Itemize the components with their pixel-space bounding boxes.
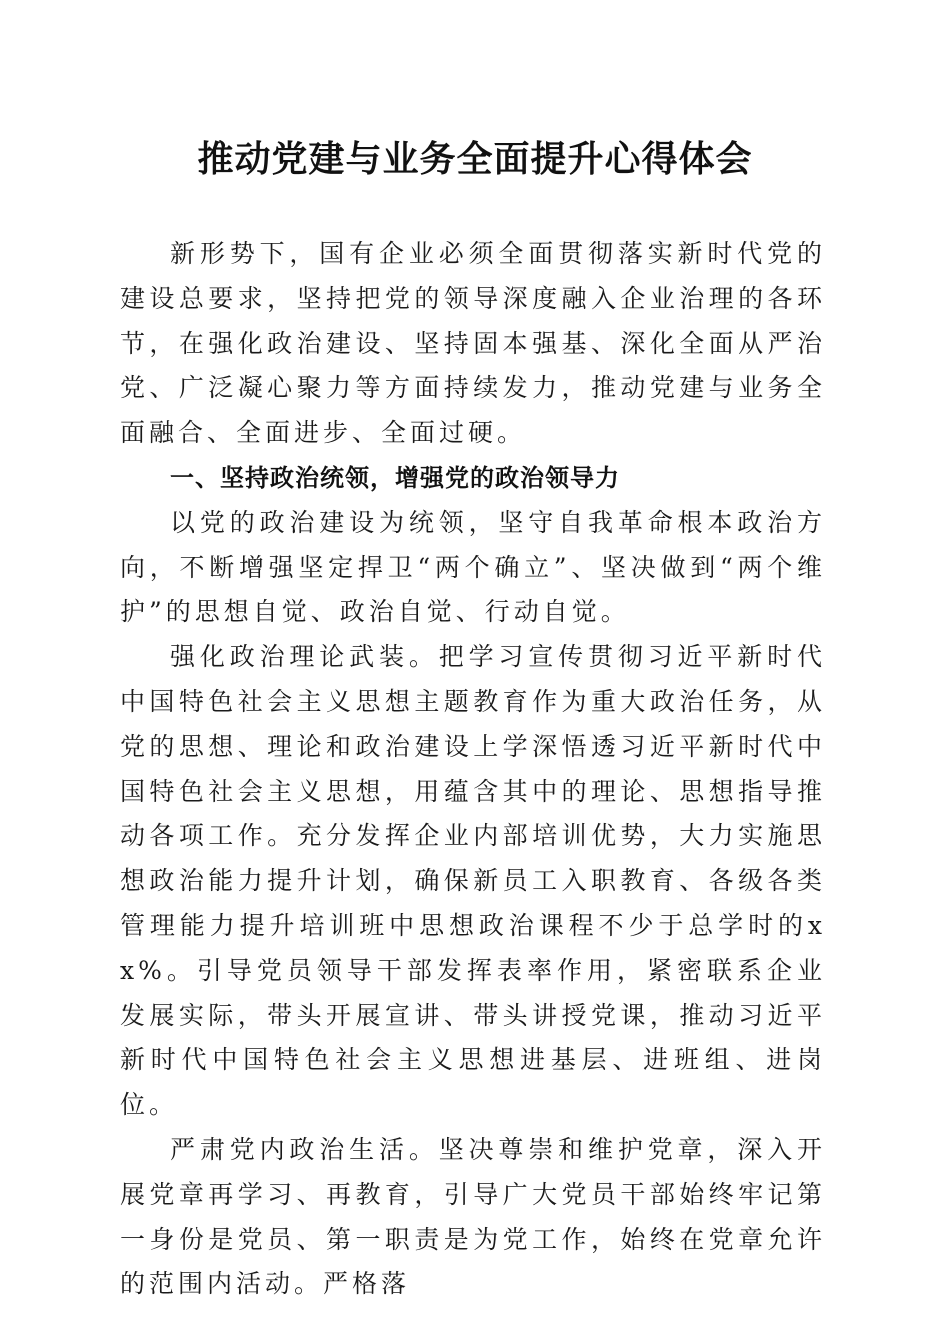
body-paragraph: 强化政治理论武装。把学习宣传贯彻习近平新时代中国特色社会主义思想主题教育作为重大政治任务，从党的思想、理论和政治建设上学深悟透习近平新时代中国特色社会主义思想，用蕴含其中的理论、思想指导推动各项工作。充分发挥企业内部培训优势，大力实施思想政治能力提升计划，确保新员工入职教育、各级各类管理能力提升培训班中思想政治课程不少于总学时的xx%。引导党员领导干部发挥表率作用，紧密联系企业发展实际，带头开展宣讲、带头讲授党课，推动习近平新时代中国特色社会主义思想进基层、进班组、进岗位。 [120,642,826,1120]
body-paragraph: 严肃党内政治生活。坚决尊崇和维护党章，深入开展党章再学习、再教育，引导广大党员干部始终牢记第一身份是党员、第一职责是为党工作，始终在党章允许的范围内活动。严格落 [120,1134,826,1299]
section-heading: 一、坚持政治统领，增强党的政治领导力 [170,463,620,492]
body-paragraph: 以党的政治建设为统领，坚守自我革命根本政治方向，不断增强坚定捍卫“两个确立”、坚决做到“两个维护”的思想自觉、政治自觉、行动自觉。 [120,507,826,627]
intro-paragraph: 新形势下，国有企业必须全面贯彻落实新时代党的建设总要求，坚持把党的领导深度融入企业治理的各环节，在强化政治建设、坚持固本强基、深化全面从严治党、广泛凝心聚力等方面持续发力，推动党建与业务全面融合、全面进步、全面过硬。 [120,239,826,448]
document-title: 推动党建与业务全面提升心得体会 [197,138,753,180]
document-body [120,232,826,1307]
